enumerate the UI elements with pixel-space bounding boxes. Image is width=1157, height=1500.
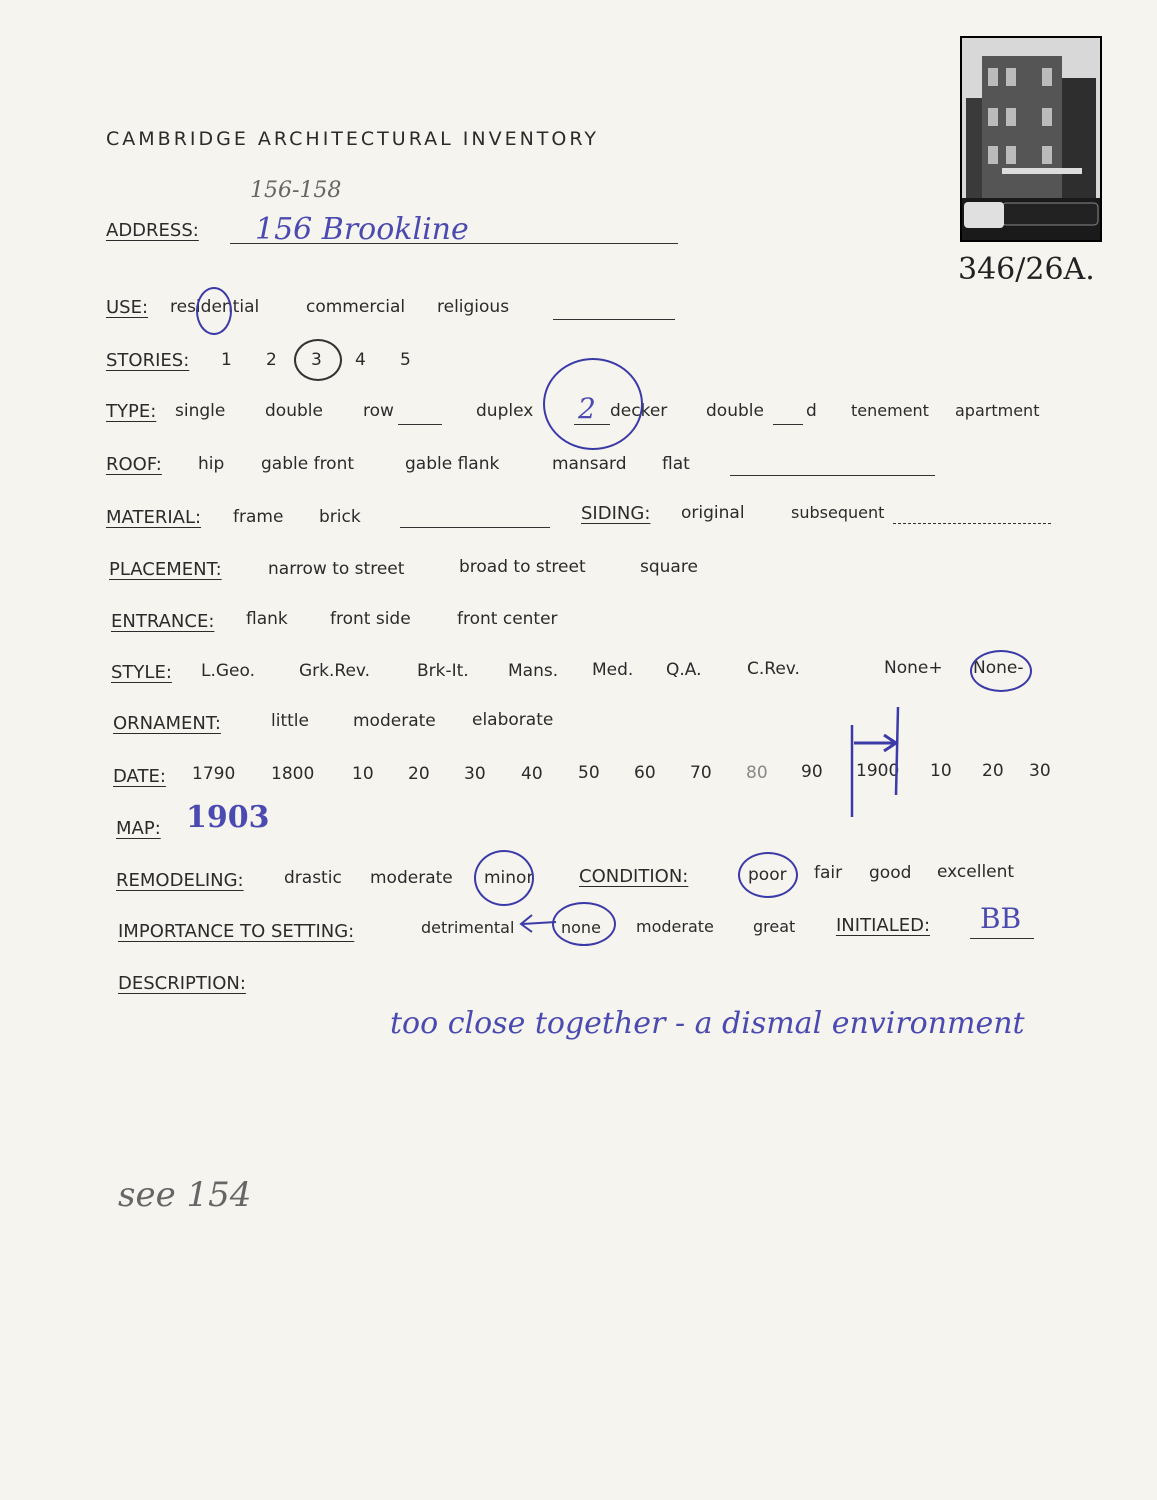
- address-value[interactable]: 156 Brookline: [255, 212, 469, 247]
- date-40[interactable]: 40: [521, 764, 543, 784]
- stories-1[interactable]: 1: [221, 350, 232, 370]
- style-brkit[interactable]: Brk-It.: [417, 661, 469, 681]
- condition-fair[interactable]: fair: [814, 863, 843, 883]
- type-d: d: [806, 401, 817, 421]
- stories-label: STORIES:: [106, 350, 190, 371]
- style-grkrev[interactable]: Grk.Rev.: [299, 661, 371, 681]
- importance-detrimental[interactable]: detrimental: [421, 918, 515, 937]
- use-religious[interactable]: religious: [437, 297, 510, 317]
- type-decker-count[interactable]: 2: [578, 392, 596, 425]
- type-apartment[interactable]: apartment: [955, 401, 1040, 420]
- date-50[interactable]: 50: [578, 763, 600, 783]
- condition-excellent[interactable]: excellent: [937, 862, 1015, 882]
- style-lgeo[interactable]: L.Geo.: [201, 661, 256, 681]
- style-med[interactable]: Med.: [592, 660, 634, 680]
- use-commercial[interactable]: commercial: [306, 297, 406, 317]
- map-value[interactable]: 1903: [186, 800, 270, 835]
- ornament-moderate[interactable]: moderate: [353, 711, 436, 731]
- initialed-label: INITIALED:: [836, 915, 931, 936]
- date-60[interactable]: 60: [634, 763, 656, 783]
- placement-square[interactable]: square: [640, 557, 698, 577]
- roof-flat[interactable]: flat: [662, 454, 690, 474]
- placement-label: PLACEMENT:: [109, 559, 222, 580]
- importance-none[interactable]: none: [561, 918, 601, 937]
- entrance-front-center[interactable]: front center: [457, 609, 558, 629]
- initialed-value[interactable]: BB: [980, 902, 1022, 935]
- building-photo: [960, 36, 1102, 242]
- siding-label: SIDING:: [581, 503, 651, 524]
- ornament-elaborate[interactable]: elaborate: [472, 710, 554, 730]
- ornament-label: ORNAMENT:: [113, 713, 221, 734]
- style-qa[interactable]: Q.A.: [666, 660, 702, 680]
- roof-mansard[interactable]: mansard: [552, 454, 627, 474]
- material-brick[interactable]: brick: [319, 507, 361, 527]
- type-double-d[interactable]: double: [706, 401, 764, 421]
- roof-hip[interactable]: hip: [198, 454, 225, 474]
- date-1800[interactable]: 1800: [271, 764, 315, 784]
- date-30[interactable]: 30: [464, 764, 486, 784]
- condition-good[interactable]: good: [869, 863, 912, 883]
- type-double[interactable]: double: [265, 401, 323, 421]
- use-residential[interactable]: residential: [170, 297, 260, 317]
- placement-broad[interactable]: broad to street: [459, 557, 586, 577]
- remodeling-selection-circle: [474, 850, 534, 906]
- entrance-flank[interactable]: flank: [246, 609, 288, 629]
- type-duplex[interactable]: duplex: [476, 401, 534, 421]
- importance-moderate[interactable]: moderate: [636, 917, 714, 936]
- use-selection-circle: [196, 287, 232, 335]
- material-frame[interactable]: frame: [233, 507, 284, 527]
- style-selection-circle: [970, 650, 1032, 692]
- remodeling-label: REMODELING:: [116, 870, 244, 891]
- roof-gable-flank[interactable]: gable flank: [405, 454, 500, 474]
- siding-original[interactable]: original: [681, 503, 745, 523]
- importance-great[interactable]: great: [753, 917, 796, 936]
- stories-4[interactable]: 4: [355, 350, 366, 370]
- photo-ref: 346/26A.: [958, 252, 1095, 287]
- address-label: ADDRESS:: [106, 220, 199, 241]
- date-20[interactable]: 20: [408, 764, 430, 784]
- type-row[interactable]: row: [363, 401, 394, 421]
- description-label: DESCRIPTION:: [118, 973, 246, 994]
- stories-2[interactable]: 2: [266, 350, 277, 370]
- date-range-mark: [840, 705, 910, 820]
- placement-narrow[interactable]: narrow to street: [268, 559, 405, 579]
- date-1790[interactable]: 1790: [192, 764, 236, 784]
- importance-arrow: [516, 912, 560, 936]
- see-reference-note: see 154: [118, 1175, 252, 1215]
- date-10[interactable]: 10: [352, 764, 374, 784]
- condition-label: CONDITION:: [579, 866, 689, 887]
- form-title: CAMBRIDGE ARCHITECTURAL INVENTORY: [106, 128, 599, 150]
- condition-selection-circle: [738, 852, 798, 898]
- date-70[interactable]: 70: [690, 763, 712, 783]
- date-80[interactable]: 80: [746, 763, 768, 783]
- date-1930[interactable]: 30: [1029, 761, 1051, 781]
- date-1910[interactable]: 10: [930, 761, 952, 781]
- type-row-line: [398, 424, 442, 425]
- material-label: MATERIAL:: [106, 507, 202, 528]
- roof-other-line: [730, 475, 935, 476]
- remodeling-minor[interactable]: minor: [484, 868, 534, 888]
- use-label: USE:: [106, 297, 149, 318]
- style-crev[interactable]: C.Rev.: [747, 659, 800, 679]
- initialed-line: [970, 938, 1034, 939]
- address-number-note: 156-158: [250, 178, 342, 203]
- date-1900[interactable]: 1900: [856, 761, 900, 781]
- ornament-little[interactable]: little: [271, 711, 309, 731]
- map-label: MAP:: [116, 818, 161, 839]
- siding-subsequent[interactable]: subsequent: [791, 503, 885, 522]
- type-decker[interactable]: decker: [610, 401, 668, 421]
- description-value[interactable]: too close together - a dismal environment: [390, 1006, 1025, 1041]
- roof-label: ROOF:: [106, 454, 162, 475]
- remodeling-moderate[interactable]: moderate: [370, 868, 453, 888]
- roof-gable-front[interactable]: gable front: [261, 454, 355, 474]
- style-label: STYLE:: [111, 662, 172, 683]
- stories-3[interactable]: 3: [311, 350, 322, 370]
- importance-selection-circle: [552, 902, 616, 946]
- date-90[interactable]: 90: [801, 762, 823, 782]
- type-single[interactable]: single: [175, 401, 226, 421]
- use-other-line: [553, 319, 675, 320]
- date-label: DATE:: [113, 766, 166, 787]
- type-double-d-line: [773, 424, 803, 425]
- style-mans[interactable]: Mans.: [508, 661, 559, 681]
- condition-poor[interactable]: poor: [748, 865, 787, 885]
- stories-5[interactable]: 5: [400, 350, 411, 370]
- importance-label: IMPORTANCE TO SETTING:: [118, 921, 355, 942]
- style-none-plus[interactable]: None+: [884, 658, 943, 678]
- material-other-line: [400, 527, 550, 528]
- entrance-front-side[interactable]: front side: [330, 609, 411, 629]
- remodeling-drastic[interactable]: drastic: [284, 868, 342, 888]
- entrance-label: ENTRANCE:: [111, 611, 215, 632]
- stories-selection-circle: [294, 339, 342, 381]
- style-none-minus[interactable]: None-: [973, 658, 1024, 678]
- type-selection-circle: [543, 358, 643, 450]
- type-label: TYPE:: [106, 401, 157, 422]
- siding-other-line: [893, 523, 1051, 524]
- date-1920[interactable]: 20: [982, 761, 1004, 781]
- type-tenement[interactable]: tenement: [851, 401, 929, 420]
